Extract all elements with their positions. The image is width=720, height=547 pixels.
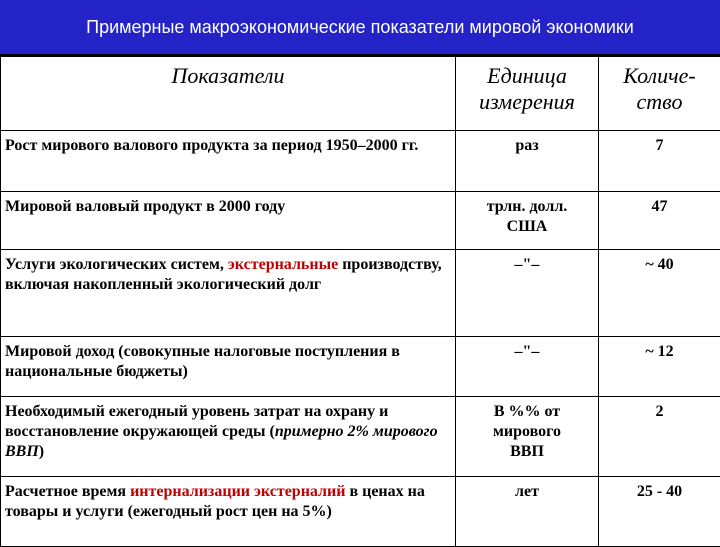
row-indicator-highlight: интернализации экстерналий xyxy=(130,483,345,500)
header-qty-line1: Количе- xyxy=(623,63,695,88)
indicators-table xyxy=(0,56,720,547)
row-unit-line1: В %% от xyxy=(494,403,560,420)
row-unit: раз xyxy=(456,131,599,192)
row-unit: –"– xyxy=(456,250,599,337)
table-row xyxy=(1,131,720,192)
header-indicator: Показатели xyxy=(1,57,456,131)
table-row xyxy=(1,477,720,547)
row-quantity: ~ 40 xyxy=(599,250,720,337)
row-unit-line1: трлн. долл. xyxy=(487,198,568,215)
row-unit-line2: США xyxy=(507,218,548,235)
row-indicator-text: производству, включая накопленный экологический долг xyxy=(5,256,442,293)
header-unit-line1: Единица xyxy=(487,63,567,88)
header-qty-line2: ство xyxy=(637,89,683,114)
table-header-row xyxy=(1,57,720,131)
header-unit xyxy=(456,57,599,131)
row-quantity: 25 - 40 xyxy=(599,477,720,547)
row-indicator-text: в ценах на товары и услуги (ежегодный рост цен на 5%) xyxy=(5,483,425,520)
slide-title xyxy=(0,0,720,56)
row-indicator-italic: примерно 2% мирового ВВП xyxy=(5,423,438,460)
row-quantity: 2 xyxy=(599,397,720,477)
row-quantity: 47 xyxy=(599,192,720,250)
row-unit-line2: мирового xyxy=(493,423,561,440)
row-indicator: Мировой валовый продукт в 2000 году xyxy=(1,192,456,250)
row-indicator-text: Необходимый ежегодный уровень затрат на охрану и восстановление окружающей среды ( xyxy=(5,403,388,440)
row-unit: –"– xyxy=(456,337,599,397)
row-indicator: Рост мирового валового продукта за период 1950–2000 гг. xyxy=(1,131,456,192)
table-row xyxy=(1,250,720,337)
row-indicator: Мировой доход (совокупные налоговые поступления в национальные бюджеты) xyxy=(1,337,456,397)
row-quantity: 7 xyxy=(599,131,720,192)
row-indicator-text: ) xyxy=(39,443,44,460)
header-unit-line2: измерения xyxy=(479,89,575,114)
table-row xyxy=(1,192,720,250)
row-indicator xyxy=(1,250,456,337)
row-indicator-highlight: экстернальные xyxy=(228,256,338,273)
row-indicator-text: Расчетное время xyxy=(5,483,130,500)
slide-title-text: Примерные макроэкономические показатели мировой экономики xyxy=(86,17,634,38)
row-unit-line3: ВВП xyxy=(510,443,544,460)
header-quantity xyxy=(599,57,720,131)
row-indicator xyxy=(1,397,456,477)
row-unit xyxy=(456,397,599,477)
row-unit xyxy=(456,192,599,250)
table-row xyxy=(1,337,720,397)
row-indicator xyxy=(1,477,456,547)
row-unit: лет xyxy=(456,477,599,547)
row-indicator-text: Услуги экологических систем, xyxy=(5,256,228,273)
table-row xyxy=(1,397,720,477)
row-quantity: ~ 12 xyxy=(599,337,720,397)
